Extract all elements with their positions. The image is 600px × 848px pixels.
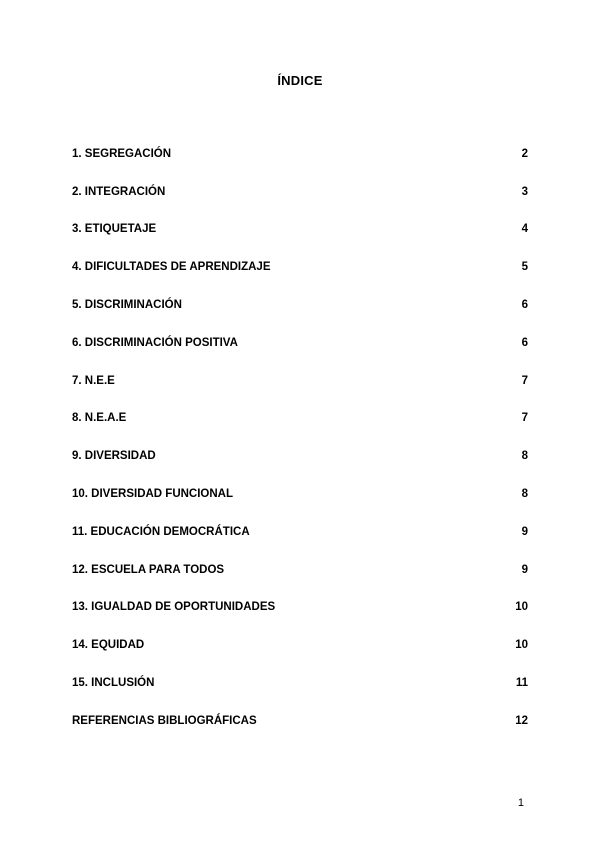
toc-entry-label: 4. DIFICULTADES DE APRENDIZAJE <box>72 261 271 274</box>
toc-entry-page: 9 <box>521 563 528 576</box>
toc-entry-label: 9. DIVERSIDAD <box>72 450 156 463</box>
toc-entry[interactable] <box>72 702 528 740</box>
toc-entry-label: 12. ESCUELA PARA TODOS <box>72 563 225 576</box>
toc-entry-label: 3. ETIQUETAJE <box>72 223 157 236</box>
toc-entry[interactable] <box>72 437 528 475</box>
toc-entry-page: 9 <box>521 525 528 538</box>
toc-entry-page: 8 <box>521 488 528 501</box>
toc-entry-page: 12 <box>515 714 528 727</box>
toc-entry-page: 4 <box>521 223 528 236</box>
toc-entry-page: 3 <box>521 185 528 198</box>
toc-entry-page: 6 <box>521 336 528 349</box>
toc-entry-label: 15. INCLUSIÓN <box>72 677 155 690</box>
toc-entry[interactable] <box>72 248 528 286</box>
toc-entry-label: 1. SEGREGACIÓN <box>72 147 172 160</box>
page-title: ÍNDICE <box>277 73 323 88</box>
table-of-contents <box>72 135 528 740</box>
toc-entry-label: 6. DISCRIMINACIÓN POSITIVA <box>72 336 238 349</box>
toc-entry[interactable] <box>72 664 528 702</box>
toc-entry-label: 2. INTEGRACIÓN <box>72 185 166 198</box>
toc-entry-page: 2 <box>521 147 528 160</box>
toc-entry[interactable] <box>72 173 528 211</box>
toc-entry[interactable] <box>72 626 528 664</box>
toc-entry-page: 7 <box>521 412 528 425</box>
toc-entry[interactable] <box>72 475 528 513</box>
toc-entry[interactable] <box>72 135 528 173</box>
toc-entry-page: 5 <box>521 261 528 274</box>
toc-entry-label: 5. DISCRIMINACIÓN <box>72 299 182 312</box>
toc-entry-page: 11 <box>515 677 528 690</box>
toc-entry-label: 13. IGUALDAD DE OPORTUNIDADES <box>72 601 276 614</box>
toc-entry-label: 10. DIVERSIDAD FUNCIONAL <box>72 488 234 501</box>
toc-entry[interactable] <box>72 362 528 400</box>
toc-entry-page: 7 <box>521 374 528 387</box>
toc-entry-label: 11. EDUCACIÓN DEMOCRÁTICA <box>72 525 250 538</box>
toc-entry[interactable] <box>72 551 528 589</box>
toc-entry[interactable] <box>72 286 528 324</box>
toc-entry-label: 8. N.E.A.E <box>72 412 127 425</box>
toc-entry-page: 10 <box>515 639 528 652</box>
toc-entry[interactable] <box>72 589 528 627</box>
toc-entry[interactable] <box>72 211 528 249</box>
toc-entry[interactable] <box>72 324 528 362</box>
page-number: 1 <box>517 797 524 809</box>
toc-entry-label: REFERENCIAS BIBLIOGRÁFICAS <box>72 714 257 727</box>
toc-entry-label: 14. EQUIDAD <box>72 639 145 652</box>
toc-entry-page: 8 <box>521 450 528 463</box>
toc-entry-label: 7. N.E.E <box>72 374 115 387</box>
toc-entry-page: 10 <box>515 601 528 614</box>
toc-entry[interactable] <box>72 513 528 551</box>
toc-entry-page: 6 <box>521 299 528 312</box>
toc-entry[interactable] <box>72 400 528 438</box>
